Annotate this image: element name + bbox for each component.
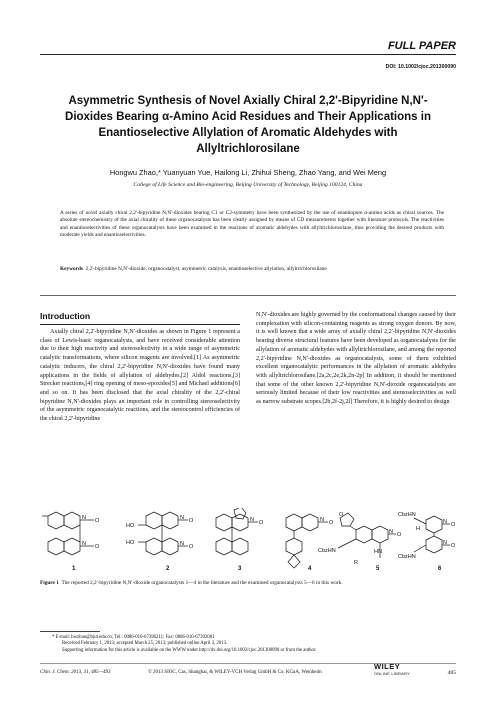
atom-label-o: O [451, 522, 456, 528]
footnotes [40, 635, 456, 654]
atom-label-n: N [389, 529, 393, 535]
atom-label-o: O [339, 512, 344, 518]
compound-number-6: 6 [438, 566, 442, 572]
footnote-rule [40, 631, 100, 632]
author-list: Hongwu Zhao,* Yuanyuan Yue, Hailong Li, Zhihui Sheng, Zhao Yang, and Wei Meng [109, 168, 387, 177]
atom-label-o: O [451, 543, 456, 549]
atom-label-hn: HN [374, 549, 382, 555]
article-title: Asymmetric Synthesis of Novel Axially Chiral 2,2'-Bipyridine N,N'-Dioxides Bearing α-Amino Acid Residues and Their Applications in Enantioselective Allylation of Aromatic Aldehydes with Allyltrichlorosilane [65, 95, 431, 155]
figure-caption [40, 580, 456, 587]
atom-label-ho: HO [126, 540, 135, 546]
compound-number-5: 5 [376, 566, 380, 572]
atom-label-cbzhn: CbzHN [398, 554, 416, 560]
atom-label-o: O [329, 520, 334, 526]
section-label: FULL PAPER [387, 40, 456, 52]
abstract: A series of novel axially chiral 2,2'-bipyridine N,N'-dioxides bearing C1 or C2-symmetry have been synthesized by the use of enantiopure α-amino acids as chiral sources. The absolute stereochemistry of the axial chirality of these organocatalysts has been clearly assigned by means of CD measurements together with literature protocols. The reactivities and enantioselectivities of these organocatalysts have been examined in the reactions of aromatic aldehydes with allyltrichlorosilane, thus providing the desired products with moderate yields and enantioselectivities. [60, 210, 444, 239]
atom-label-n: N [250, 517, 254, 523]
atom-label-n: N [82, 541, 86, 547]
figure-caption-label: Figure 1 [40, 580, 59, 586]
atom-label-n: N [180, 541, 184, 547]
atom-label-r: R [354, 560, 358, 566]
compound-1-structure [42, 512, 94, 555]
introduction-right-column: N,N'-dioxides are highly governed by the conformational changes caused by their complexation with silicon-containing reagents as strong oxygen donors. By now, it is well known that a wide array of axially chiral 2,2'-bipyridine N,N'-dioxides bearing diverse structural features have been developed as organocatalysts for the allylation of aromatic aldehydes with allyltrichlorosilane, and among the reported 2,2'-bipyridine N,N'-dioxides as organocatalysts, some of them exhibited excellent organocatalytic performances in the allylation of aromatic aldehydes with allyltrichlorosilane.[2a,2c,2e,2k,2n-2p] In addition, it should be mentioned that some of the other known 2,2'-bipyridine N,N'-dioxide organocatalysts are seriously limited because of their low reactivities and stereoselectivities as well as narrow substrate scopes.[2b,2f-2j,2l] Therefore, it is highly desired to design [256, 312, 456, 406]
figure-caption-text: The reported 2,2'-bipyridine N,N'-dioxide organocatalysts 1—4 in the literature and the examined organocatalysts 5—6 in this work. [61, 580, 343, 586]
atom-label-n: N [320, 517, 324, 523]
atom-label-o: O [189, 518, 194, 524]
atom-label-h: H [416, 526, 420, 532]
keywords [60, 266, 444, 273]
atom-label-o: O [189, 544, 194, 550]
footnote-dates: Received February 1, 2013; accepted March 25, 2013; published online April 3, 2013. [62, 641, 228, 647]
introduction-heading: Introduction [40, 311, 91, 321]
compound-number-1: 1 [72, 566, 76, 572]
section-divider [40, 295, 456, 296]
copyright: © 2013 SIOC, Cas, Shanghai, & WILEY-VCH Verlag GmbH & Co. KGaA, Weinheim [148, 670, 322, 675]
figure-1-structures [38, 508, 458, 572]
header-rule [40, 54, 456, 55]
compound-3-structure [216, 508, 258, 555]
doi: DOI: 10.1002/cjoc.201300090 [385, 64, 456, 70]
atom-label-cbzhn: CbzHN [398, 512, 416, 518]
footnote-email: * E-mail: hwzhao@bjut.edu.cn; Tel.: 0086-010-67396211; Fax: 0086-010-67392001 [52, 635, 215, 640]
atom-label-n: N [180, 515, 184, 521]
compound-number-2: 2 [166, 566, 170, 572]
keywords-text: 2,2'-bipyridine N,N'-dioxide, organocatalyst, asymmetric catalysis, enantioselective allylation, allyltrichlorosilane [85, 266, 327, 272]
atom-label-o: O [397, 532, 402, 538]
wiley-logo-subtitle: ONLINE LIBRARY [374, 671, 410, 676]
atom-label-n: N [82, 515, 86, 521]
compound-number-3: 3 [238, 566, 242, 572]
compound-5-structure [338, 513, 396, 558]
keywords-label: Keywords [60, 266, 83, 272]
compound-number-4: 4 [308, 566, 312, 572]
footnote-supporting-info: Supporting information for this article is available on the WWW under http://dx.doi.org/10.1002/cjoc.201300090 or from the author. [62, 647, 317, 653]
atom-label-n: N [443, 519, 447, 525]
journal-citation: Chin. J. Chem. 2013, 31, 485—493 [40, 670, 111, 675]
atom-label-o: O [95, 518, 100, 524]
atom-label-o: O [259, 520, 264, 526]
introduction-left-column: Axially chiral 2,2'-bipyridine N,N'-dioxides as shown in Figure 1 represent a class of Lewis-basic organocatalysts, and have received considerable attention due to their high reactivity and stereoselectivity in a wide range of asymmetric catalytic transformations, where silicon reagents are involved.[1] As asymmetric catalytic inducers, the chiral 2,2'-bipyridine N,N'-dioxides have found many applications in the fields of allylation of aldehydes,[2] Aldol reactions,[3] Strecker reactions,[4] ring opening of meso-epoxides[5] and Michael additions[6] and so on. It has been disclosed that the axial chirality of the 2,2'-chiral bipyridine N,N'-dioxides plays an important role in controlling stereoselectivity of the asymmetric organocatalytic reactions, and the stereocontrol efficiencies of the chiral 2,2'-bipyridine [40, 329, 240, 423]
affiliation: College of Life Science and Bio-engineering, Beijing University of Technology, Beijing 100124, China [133, 182, 363, 188]
atom-label-ho: HO [126, 523, 135, 529]
wiley-logo: WILEY [374, 662, 401, 671]
atom-label-cbzhn: CbzHN [318, 548, 336, 554]
page-number: 485 [447, 670, 456, 676]
introduction-rule [40, 324, 240, 325]
atom-label-n: N [443, 540, 447, 546]
atom-label-o: O [95, 544, 100, 550]
